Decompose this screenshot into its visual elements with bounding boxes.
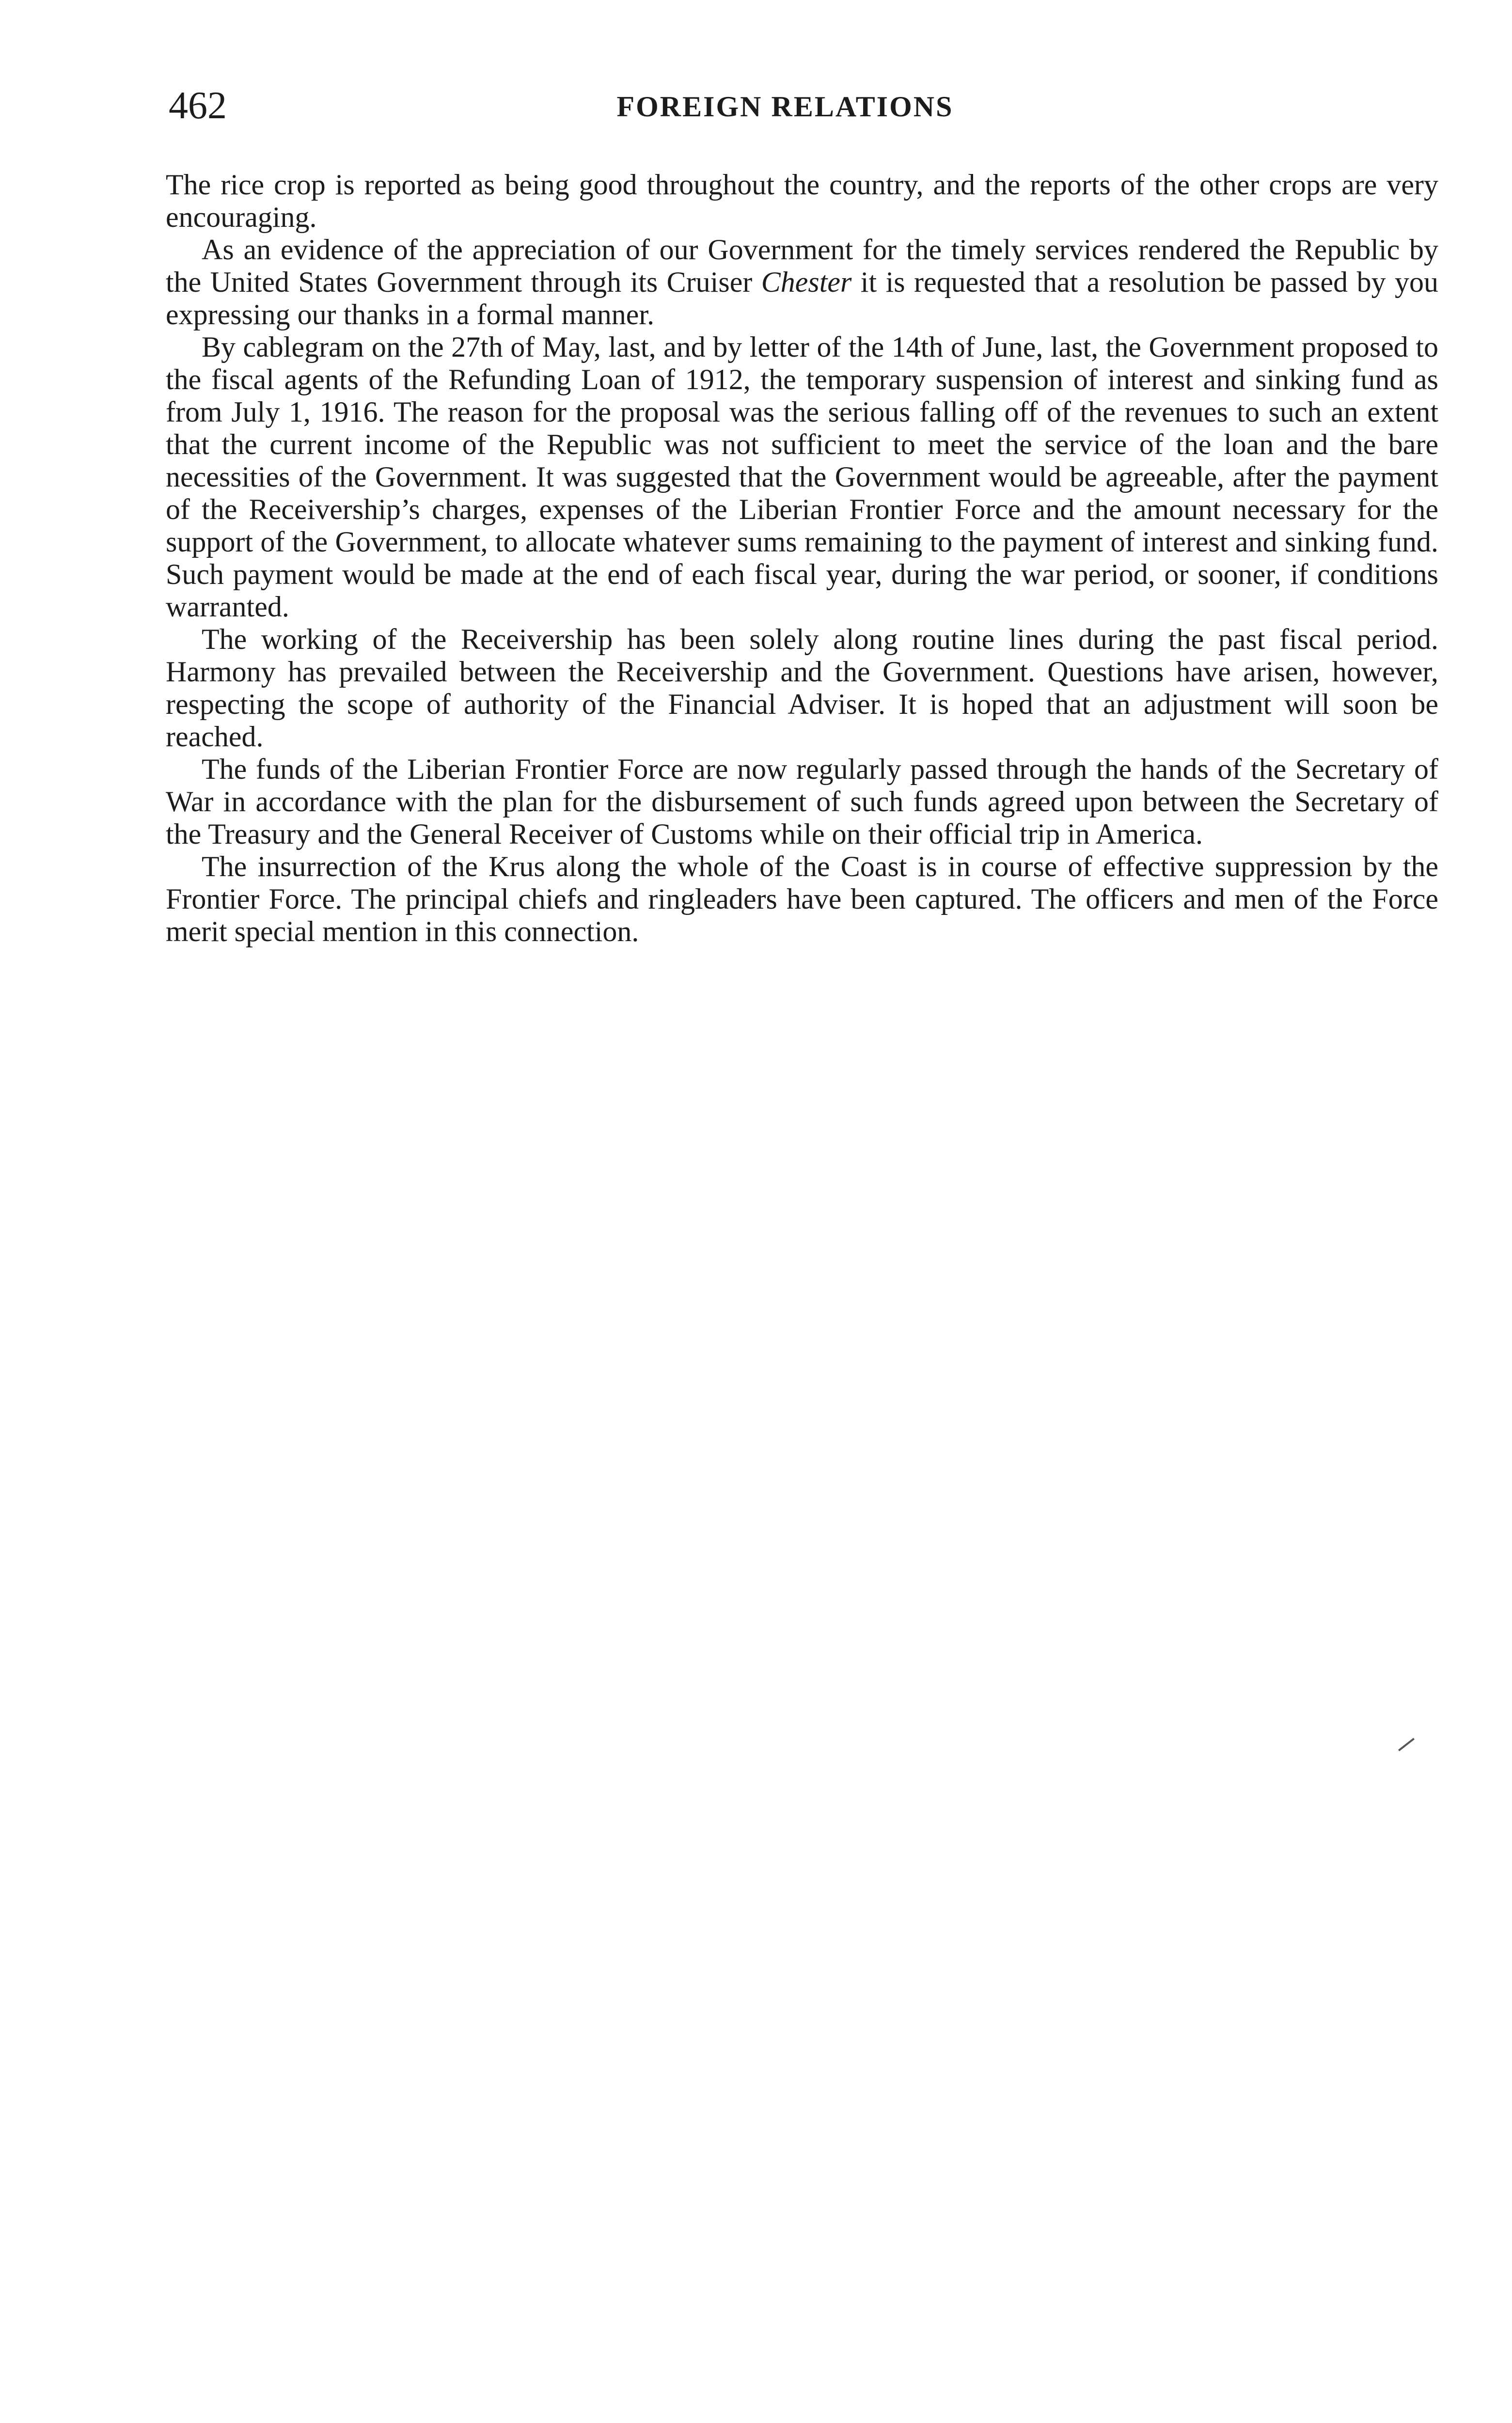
- paragraph-cruiser-chester: [166, 234, 1438, 331]
- page-number: 462: [169, 84, 227, 127]
- stray-mark: [1398, 1738, 1415, 1751]
- paragraph-refunding-loan: By cablegram on the 27th of May, last, and by letter of the 14th of June, last, the Government proposed to the fiscal agents of the Refunding Loan of 1912, the temporary suspension of interest and sinking fund as from July 1, 1916. The reason for the proposal was the serious falling off of the revenues to such an extent that the current income of the Republic was not sufficient to meet the service of the loan and the bare necessities of the Government. It was suggested that the Government would be agreeable, after the payment of the Receivership’s charges, expenses of the Liberian Frontier Force and the amount necessary for the support of the Government, to allocate whatever sums remaining to the payment of interest and sinking fund. Such payment would be made at the end of each fiscal year, during the war period, or sooner, if conditions warranted.: [166, 331, 1438, 623]
- paragraph-kru-insurrection: The insurrection of the Krus along the whole of the Coast is in course of effective suppression by the Frontier Force. The principal chiefs and ringleaders have been captured. The officers and men of the Force merit special mention in this connection.: [166, 850, 1438, 947]
- paragraph-rice-crop: The rice crop is reported as being good throughout the country, and the reports of the other crops are very encouraging.: [166, 169, 1438, 233]
- paragraph-text: it is requested that a resolution be passed by you expressing our thanks in a formal manner.: [166, 266, 1438, 330]
- ship-name: Chester: [761, 266, 852, 298]
- paragraph-receivership: The working of the Receivership has been solely along routine lines during the past fiscal period. Harmony has prevailed between the Receivership and the Government. Questions have arisen, however, respecting the scope of authority of the Financial Adviser. It is hoped that an adjustment will soon be reached.: [166, 623, 1438, 753]
- paragraph-frontier-force-funds: The funds of the Liberian Frontier Force are now regularly passed through the hands of the Secretary of War in accordance with the plan for the disbursement of such funds agreed upon between the Secretary of the Treasury and the General Receiver of Customs while on their official trip in America.: [166, 753, 1438, 850]
- running-title: FOREIGN RELATIONS: [616, 91, 954, 123]
- paragraph-text: As an evidence of the appreciation of our Government for the timely services rendered the Republic by the United States Government through its Cruiser: [166, 234, 1438, 298]
- document-body: [166, 169, 1438, 948]
